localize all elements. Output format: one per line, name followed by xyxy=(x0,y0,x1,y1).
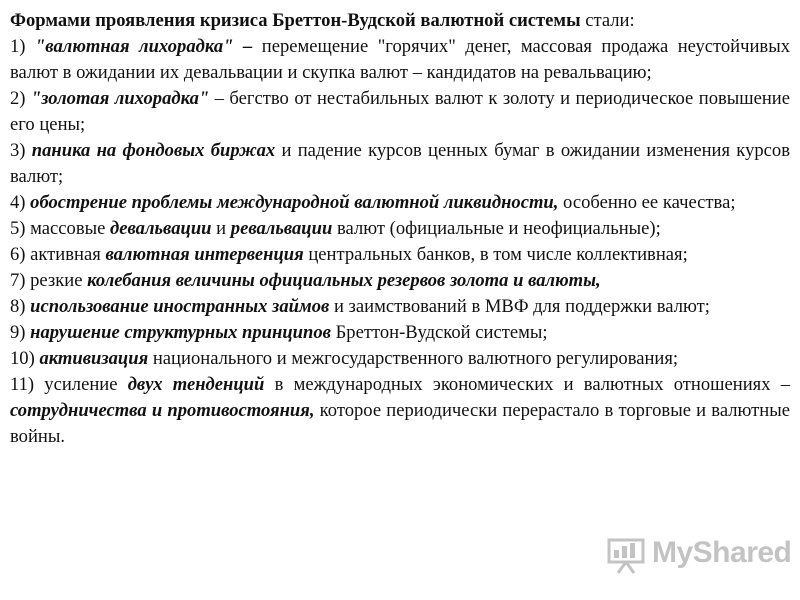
list-item xyxy=(10,86,790,138)
emphasis-text: "валютная лихорадка" – xyxy=(34,36,253,57)
list-item xyxy=(10,138,790,190)
item-text: и падение курсов ценных бумаг в ожидании изменения курсов валют; xyxy=(10,140,790,187)
item-text: 9) xyxy=(10,322,31,343)
item-text: национального и межгосударственного валютного регулирования; xyxy=(148,348,679,369)
presentation-board-icon xyxy=(606,536,646,574)
list-item xyxy=(10,216,790,242)
emphasis-text: "золотая лихорадка" xyxy=(30,88,210,109)
item-text: 8) xyxy=(10,296,31,317)
item-text: в международных экономических и валютных отношениях – xyxy=(264,374,791,395)
item-text: перемещение "горячих" денег, массовая продажа неустойчивых валют в ожидании их девальвации и скупка валют – кандидатов на ревальвацию; xyxy=(10,36,790,83)
emphasis-text: двух тенденций xyxy=(127,374,265,395)
emphasis-text: обострение проблемы международной валютной ликвидности, xyxy=(30,192,559,213)
item-text: валют (официальные и неофициальные); xyxy=(332,218,661,239)
item-text: которое периодически перерастало в торговые и валютные войны. xyxy=(10,400,790,447)
item-text: центральных банков, в том числе коллективная; xyxy=(303,244,688,265)
emphasis-text: использование иностранных займов xyxy=(30,296,330,317)
item-text: 11) усиление xyxy=(10,374,128,395)
list-item xyxy=(10,372,790,450)
item-text: 5) массовые xyxy=(10,218,111,239)
list-item xyxy=(10,294,790,320)
watermark xyxy=(606,530,792,580)
item-text: 6) активная xyxy=(10,244,106,265)
heading-rest: стали: xyxy=(580,10,635,31)
list-item xyxy=(10,320,790,346)
watermark-text: MyShared xyxy=(652,536,792,569)
item-text: – бегство от нестабильных валют к золоту и периодическое повышение его цены; xyxy=(10,88,791,135)
list-item xyxy=(10,34,790,86)
item-text: 1) xyxy=(10,36,35,57)
emphasis-text: девальвации xyxy=(110,218,212,239)
list-item xyxy=(10,268,790,294)
item-text: 3) xyxy=(10,140,32,161)
item-text: особенно ее качества; xyxy=(558,192,736,213)
list-item xyxy=(10,242,790,268)
emphasis-text: колебания величины официальных резервов золота и валюты, xyxy=(87,270,601,291)
emphasis-text: активизация xyxy=(39,348,149,369)
emphasis-text: ревальвации xyxy=(230,218,333,239)
heading-bold: Формами проявления кризиса Бреттон-Вудской валютной системы xyxy=(10,10,581,31)
item-text: и xyxy=(211,218,231,239)
emphasis-text: валютная интервенция xyxy=(105,244,304,265)
emphasis-text: нарушение структурных принципов xyxy=(30,322,331,343)
item-text: 2) xyxy=(10,88,31,109)
heading xyxy=(10,8,790,34)
list-item xyxy=(10,190,790,216)
item-text: 4) xyxy=(10,192,31,213)
item-text: Бреттон-Вудской системы; xyxy=(330,322,548,343)
list-item xyxy=(10,346,790,372)
item-text: 7) резкие xyxy=(10,270,88,291)
item-text: и заимствований в МВФ для поддержки валют; xyxy=(329,296,710,317)
emphasis-text: сотрудничества и противостояния, xyxy=(10,400,315,421)
item-text: 10) xyxy=(10,348,40,369)
crisis-forms-list xyxy=(10,34,790,450)
emphasis-text: паника на фондовых биржах xyxy=(31,140,276,161)
